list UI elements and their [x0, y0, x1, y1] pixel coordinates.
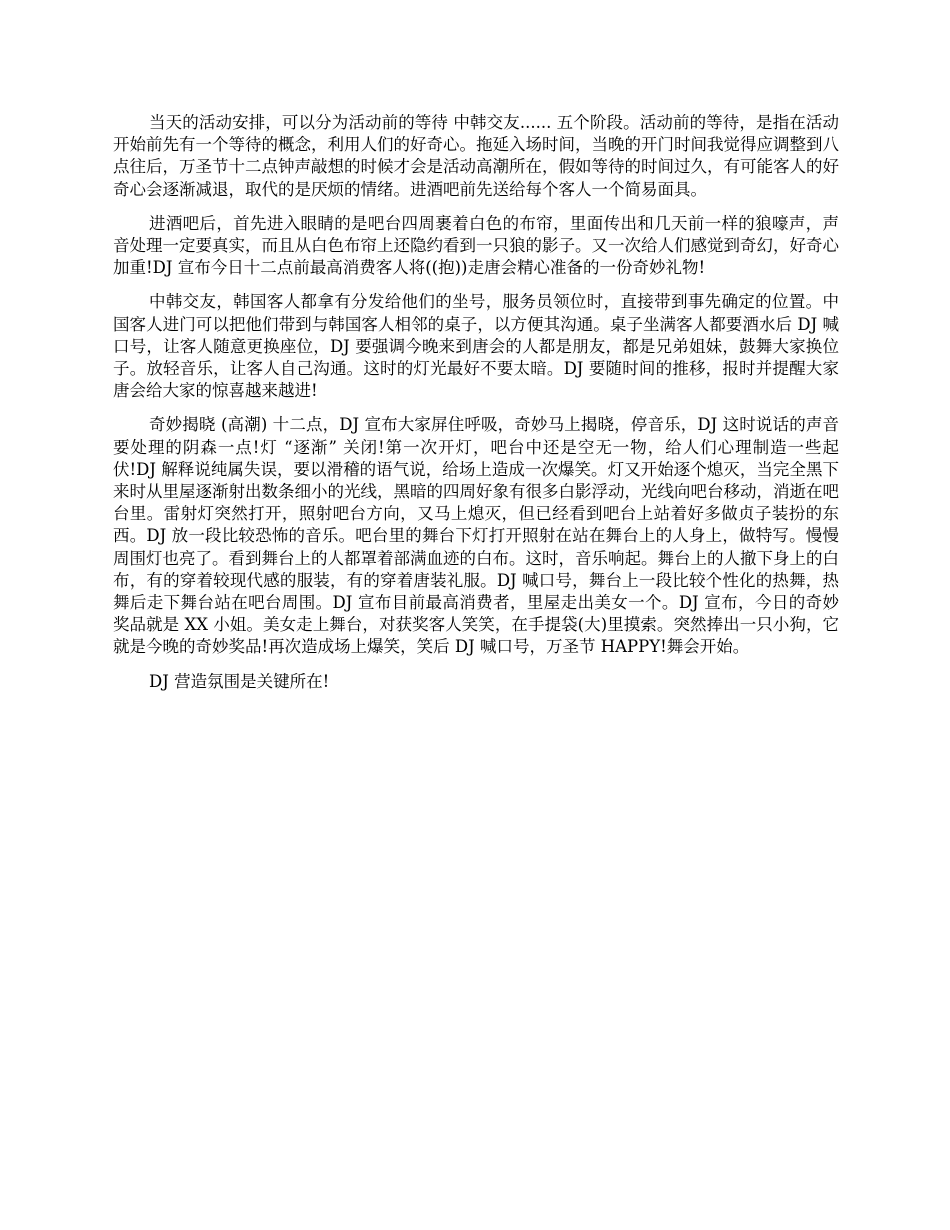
paragraph-entering-bar: 进酒吧后，首先进入眼睛的是吧台四周裹着白色的布帘，里面传出和几天前一样的狼嚎声，声音处理一定要真实，而且从白色布帘上还隐约看到一只狼的影子。又一次给人们感觉到奇幻，好奇心加重!DJ 宣布今日十二点前最高消费客人将((抱))走唐会精心准备的一份奇妙礼物! [113, 213, 839, 278]
document-page [113, 112, 839, 705]
paragraph-climax-reveal: 奇妙揭晓 (高潮) 十二点，DJ 宣布大家屏住呼吸，奇妙马上揭晓，停音乐，DJ 这时说话的声音要处理的阴森一点!灯 “逐渐” 关闭!第一次开灯，吧台中还是空无一物，给人们心理制造一些起伏!DJ 解释说纯属失误，要以滑稽的语气说，给场上造成一次爆笑。灯又开始逐个熄灭，当完全黑下来时从里屋逐渐射出数条细小的光线，黑暗的四周好象有很多白影浮动，光线向吧台移动，消逝在吧台里。雷射灯突然打开，照射吧台方向，又马上熄灭，但已经看到吧台上站着好多做贞子装扮的东西。DJ 放一段比较恐怖的音乐。吧台里的舞台下灯打开照射在站在舞台上的人身上，做特写。慢慢周围灯也亮了。看到舞台上的人都罩着部满血迹的白布。这时，音乐响起。舞台上的人撤下身上的白布，有的穿着较现代感的服装，有的穿着唐装礼服。DJ 喊口号，舞台上一段比较个性化的热舞，热舞后走下舞台站在吧台周围。DJ 宣布目前最高消费者，里屋走出美女一个。DJ 宣布，今日的奇妙奖品就是 XX 小姐。美女走上舞台，对获奖客人笑笑，在手提袋(大)里摸索。突然捧出一只小狗，它就是今晚的奇妙奖品!再次造成场上爆笑，笑后 DJ 喊口号，万圣节 HAPPY!舞会开始。 [113, 415, 839, 657]
paragraph-waiting: 当天的活动安排，可以分为活动前的等待 中韩交友...... 五个阶段。活动前的等待，是指在活动开始前先有一个等待的概念，利用人们的好奇心。拖延入场时间，当晚的开门时间我觉得应调整到八点往后，万圣节十二点钟声敲想的时候才会是活动高潮所在，假如等待的时间过久，有可能客人的好奇心会逐渐减退，取代的是厌烦的情绪。进酒吧前先送给每个客人一个简易面具。 [113, 113, 839, 199]
paragraph-dj-atmosphere: DJ 营造氛围是关键所在! [149, 671, 330, 691]
paragraph-korea-china-friendship: 中韩交友，韩国客人都拿有分发给他们的坐号，服务员领位时，直接带到事先确定的位置。中国客人进门可以把他们带到与韩国客人相邻的桌子，以方便其沟通。桌子坐满客人都要酒水后 DJ 喊口号，让客人随意更换座位，DJ 要强调今晚来到唐会的人都是朋友，都是兄弟姐妹，鼓舞大家换位子。放轻音乐，让客人自己沟通。这时的灯光最好不要太暗。DJ 要随时间的推移，报时并提醒大家唐会给大家的惊喜越来越进! [113, 292, 839, 401]
